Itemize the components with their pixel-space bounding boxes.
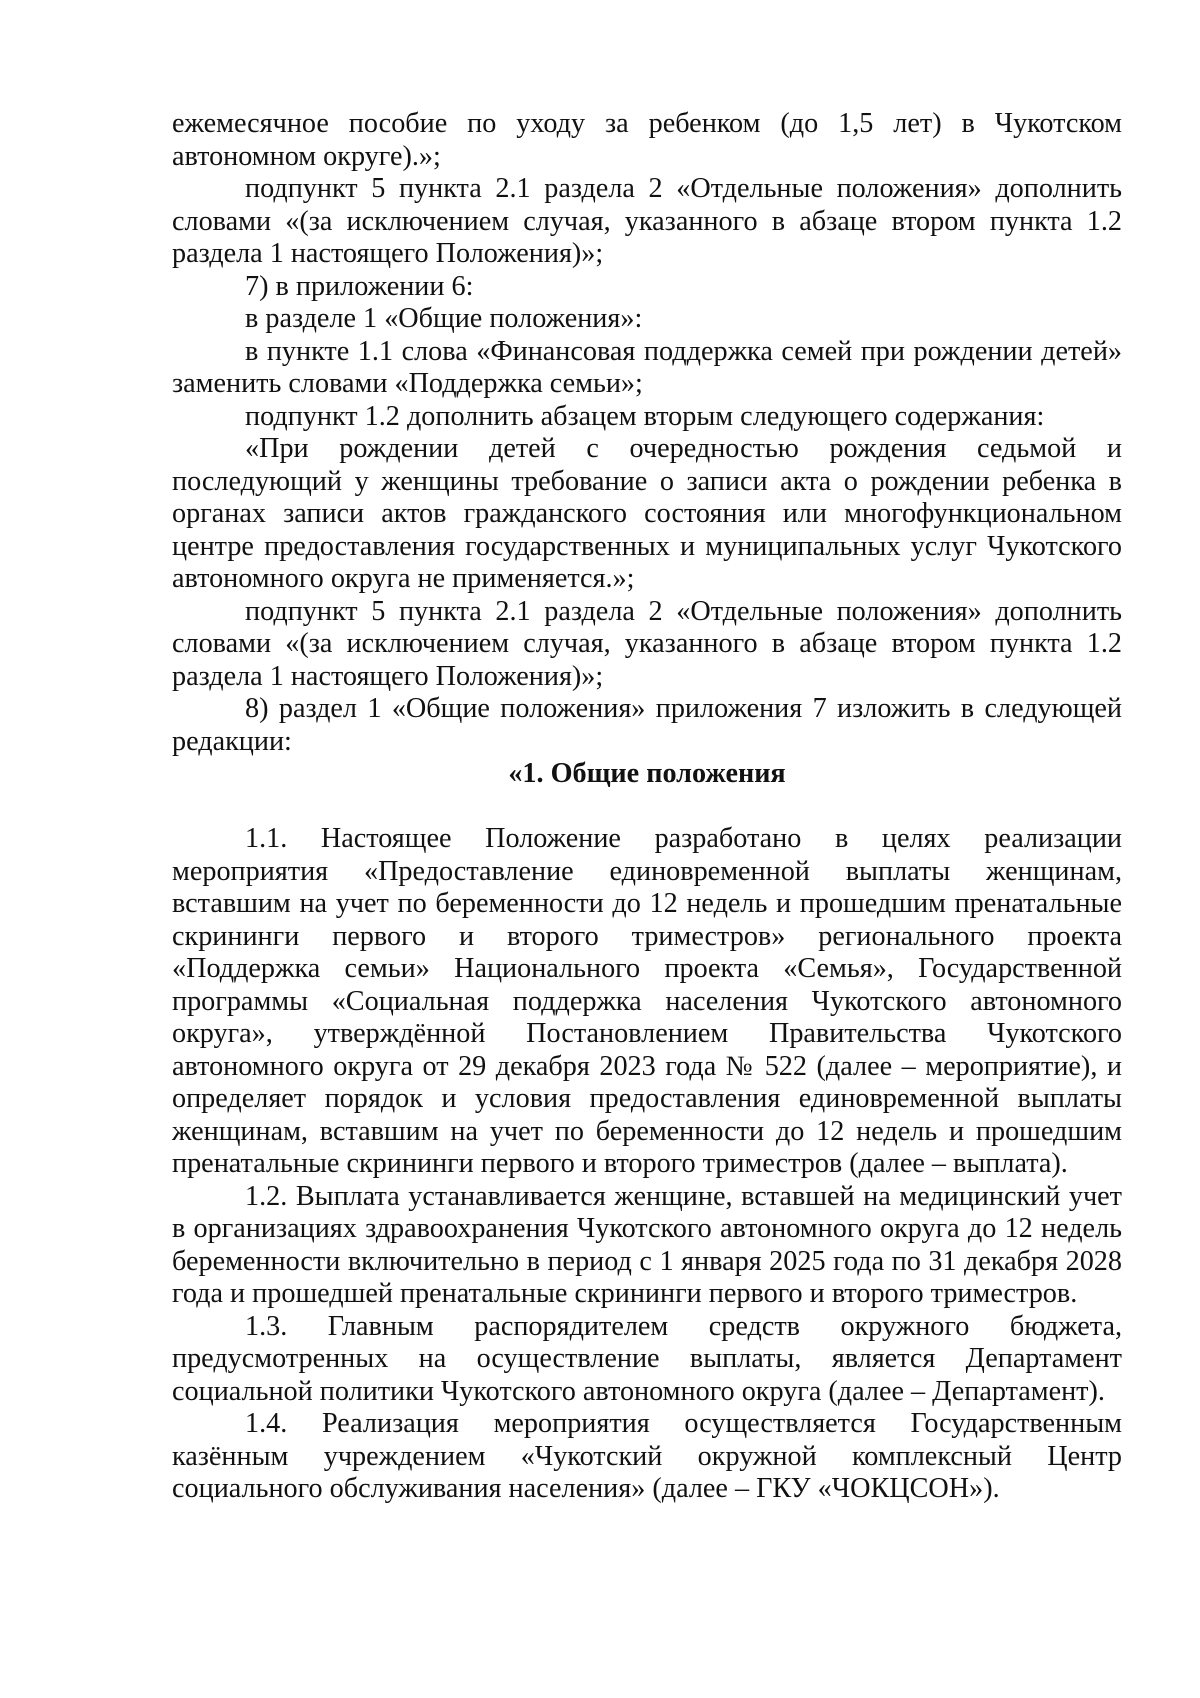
paragraph-1-2: 1.2. Выплата устанавливается женщине, вставшей на медицинский учет в организациях здравоохранения Чукотского автономного округа до 12 недель беременности включительно в период с 1 января 2025 года по 31 декабря 2028 года и прошедшей пренатальные скрининги первого и второго триместров. [172, 1180, 1122, 1309]
paragraph-section-1: в разделе 1 «Общие положения»: [245, 303, 643, 334]
section-heading: «1. Общие положения [508, 758, 786, 789]
paragraph-quoted-text: «При рождении детей с очередностью рождения седьмой и последующий у женщины требование о записи акта о рождении ребенка в органах записи актов гражданского состояния или многофункциональном центре предоставления государственных и муниципальных услуг Чукотского автономного округа не применяется.»; [172, 433, 1122, 594]
paragraph-item-8: 8) раздел 1 «Общие положения» приложения 7 изложить в следующей редакции: [172, 693, 1122, 757]
paragraph-item-7: 7) в приложении 6: [245, 270, 474, 302]
paragraph-amendment-subitem-5-second: подпункт 5 пункта 2.1 раздела 2 «Отдельные положения» дополнить словами «(за исключением случая, указанного в абзаце втором пункта 1.2 раздела 1 настоящего Положения)»; [172, 595, 1122, 692]
paragraph-continuation: ежемесячное пособие по уходу за ребенком (до 1,5 лет) в Чукотском автономном округе).»; [172, 108, 1122, 172]
paragraph-1-3: 1.3. Главным распорядителем средств окружного бюджета, предусмотренных на осуществление выплаты, является Департамент социальной политики Чукотского автономного округа (далее – Департамент). [172, 1310, 1122, 1407]
paragraph-point-1-1: в пункте 1.1 слова «Финансовая поддержка семей при рождении детей» заменить словами «Поддержка семьи»; [172, 335, 1122, 399]
paragraph-subitem-1-2: подпункт 1.2 дополнить абзацем вторым следующего содержания: [245, 400, 1045, 432]
document-page [172, 108, 1122, 1506]
blank-line [172, 791, 1122, 824]
paragraph-1-4: 1.4. Реализация мероприятия осуществляется Государственным казённым учреждением «Чукотский окружной комплексный Центр социального обслуживания населения» (далее – ГКУ «ЧОКЦСОН»). [172, 1408, 1122, 1504]
paragraph-amendment-subitem-5: подпункт 5 пункта 2.1 раздела 2 «Отдельные положения» дополнить словами «(за исключением случая, указанного в абзаце втором пункта 1.2 раздела 1 настоящего Положения)»; [172, 173, 1122, 269]
paragraph-1-1: 1.1. Настоящее Положение разработано в целях реализации мероприятия «Предоставление единовременной выплаты женщинам, вставшим на учет по беременности до 12 недель и прошедшим пренатальные скрининги первого и второго триместров» регионального проекта «Поддержка семьи» Национального проекта «Семья», Государственной программы «Социальная поддержка населения Чукотского автономного округа», утверждённой Постановлением Правительства Чукотского автономного округа от 29 декабря 2023 года № 522 (далее – мероприятие), и определяет порядок и условия предоставления единовременной выплаты женщинам, вставшим на учет по беременности до 12 недель и прошедшим пренатальные скрининги первого и второго триместров (далее – выплата). [172, 823, 1122, 1179]
